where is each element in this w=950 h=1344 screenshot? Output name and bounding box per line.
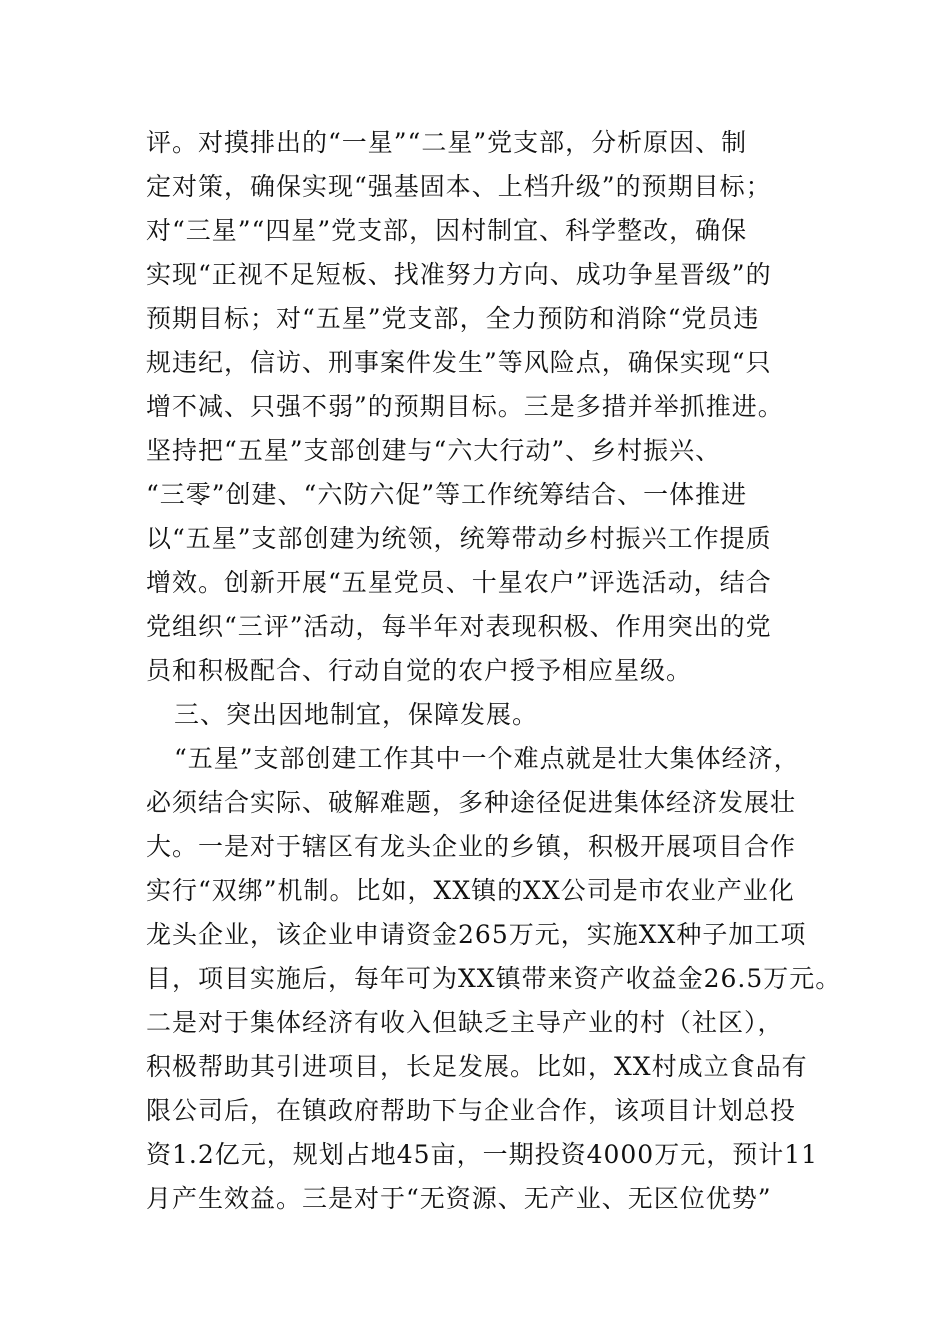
text-line: 龙头企业，该企业申请资金265万元，实施XX种子加工项 bbox=[146, 920, 807, 949]
text-line: 以“五星”支部创建为统领，统筹带动乡村振兴工作提质 bbox=[146, 524, 772, 553]
text-line: 增不减、只强不弱”的预期目标。三是多措并举抓推进。 bbox=[146, 392, 784, 421]
text-line: 实行“双绑”机制。比如，XX镇的XX公司是市农业产业化 bbox=[146, 876, 795, 905]
text-line: 资1.2亿元，规划占地45亩，一期投资4000万元，预计11 bbox=[146, 1140, 819, 1169]
text-line: 必须结合实际、破解难题，多种途径促进集体经济发展壮 bbox=[146, 788, 797, 817]
text-line: 党组织“三评”活动，每半年对表现积极、作用突出的党 bbox=[146, 612, 772, 641]
text-line: 实现“正视不足短板、找准努力方向、成功争星晋级”的 bbox=[146, 260, 772, 289]
text-line: 评。对摸排出的“一星”“二星”党支部，分析原因、制 bbox=[146, 128, 748, 157]
text-line: “三零”创建、“六防六促”等工作统筹结合、一体推进 bbox=[146, 480, 748, 509]
text-line: “五星”支部创建工作其中一个难点就是壮大集体经济， bbox=[174, 744, 800, 773]
text-line: 定对策，确保实现“强基固本、上档升级”的预期目标； bbox=[146, 172, 772, 201]
section-heading: 三、突出因地制宜，保障发展。 bbox=[174, 700, 539, 729]
text-line: 坚持把“五星”支部创建与“六大行动”、乡村振兴、 bbox=[146, 436, 722, 465]
text-line: 二是对于集体经济有收入但缺乏主导产业的村（社区）， bbox=[146, 1008, 784, 1037]
text-line: 目，项目实施后，每年可为XX镇带来资产收益金26.5万元。 bbox=[146, 964, 842, 993]
text-line: 员和积极配合、行动自觉的农户授予相应星级。 bbox=[146, 656, 693, 685]
body-text bbox=[146, 121, 842, 1221]
text-line: 对“三星”“四星”党支部，因村制宜、科学整改，确保 bbox=[146, 216, 748, 245]
text-line: 规违纪，信访、刑事案件发生”等风险点，确保实现“只 bbox=[146, 348, 772, 377]
text-line: 限公司后，在镇政府帮助下与企业合作，该项目计划总投 bbox=[146, 1096, 797, 1125]
text-line: 月产生效益。三是对于“无资源、无产业、无区位优势” bbox=[146, 1184, 772, 1213]
text-line: 大。一是对于辖区有龙头企业的乡镇，积极开展项目合作 bbox=[146, 832, 797, 861]
text-line: 预期目标；对“五星”党支部，全力预防和消除“党员违 bbox=[146, 304, 760, 333]
text-line: 增效。创新开展“五星党员、十星农户”评选活动，结合 bbox=[146, 568, 772, 597]
text-line: 积极帮助其引进项目，长足发展。比如，XX村成立食品有 bbox=[146, 1052, 808, 1081]
